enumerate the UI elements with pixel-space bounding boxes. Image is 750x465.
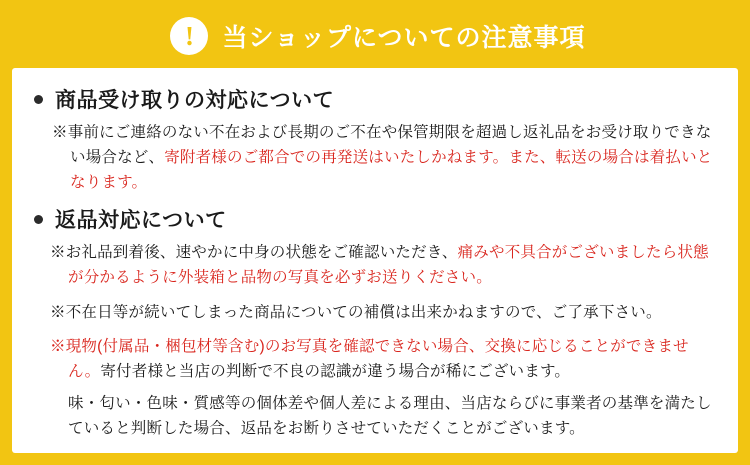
- page-title: 当ショップについての注意事項: [222, 24, 586, 52]
- bullet-icon: [34, 215, 43, 224]
- exclamation-circle-icon: !: [170, 17, 208, 55]
- notice-paragraph: [34, 120, 716, 195]
- paragraph-run: ※事前にご連絡のない不在および長期のご不在や保管期限を超過し返礼品をお受け取りできない場合など、: [52, 124, 712, 167]
- section-heading: [34, 204, 716, 234]
- notice-card: [12, 68, 738, 453]
- section-heading: [34, 84, 716, 114]
- page-header: [0, 0, 750, 72]
- notice-paragraph: [34, 300, 716, 325]
- paragraph-run: ※不在日等が続いてしまった商品についての補償は出来かねますので、ご了承下さい。: [50, 303, 662, 321]
- notice-paragraph: [34, 240, 716, 290]
- notice-section-returns: [34, 204, 716, 441]
- paragraph-run: 味・匂い・色味・質感等の個体差や個人差による理由、当店ならびに事業者の基準を満たしていると判断した場合、返品をお断りさせていただくことがございます。: [68, 394, 712, 437]
- notice-paragraph: [34, 391, 716, 441]
- paragraph-run-accent: 寄附者様のご都合での再発送はいたしかねます。また、転送の場合は着払いとなります。: [70, 149, 713, 192]
- section-title: 返品対応について: [55, 209, 227, 233]
- paragraph-run-accent: 痛みや不具合がございましたら状態が分かるように外装箱と品物の写真を必ずお送りください。: [68, 244, 709, 287]
- paragraph-run: ※お礼品到着後、速やかに中身の状態をご確認いただき、: [50, 244, 458, 262]
- notice-paragraph: [34, 334, 716, 384]
- section-title: 商品受け取りの対応について: [55, 89, 335, 112]
- paragraph-run: 寄付者様と当店の判断で不良の認識が違う場合が稀にございます。: [100, 362, 571, 380]
- notice-section-receiving: [34, 84, 716, 195]
- paragraph-run-accent: ※現物(付属品・梱包材等含む)のお写真を確認できない場合、交換に応じることができません。: [50, 337, 689, 380]
- bullet-icon: [34, 95, 43, 104]
